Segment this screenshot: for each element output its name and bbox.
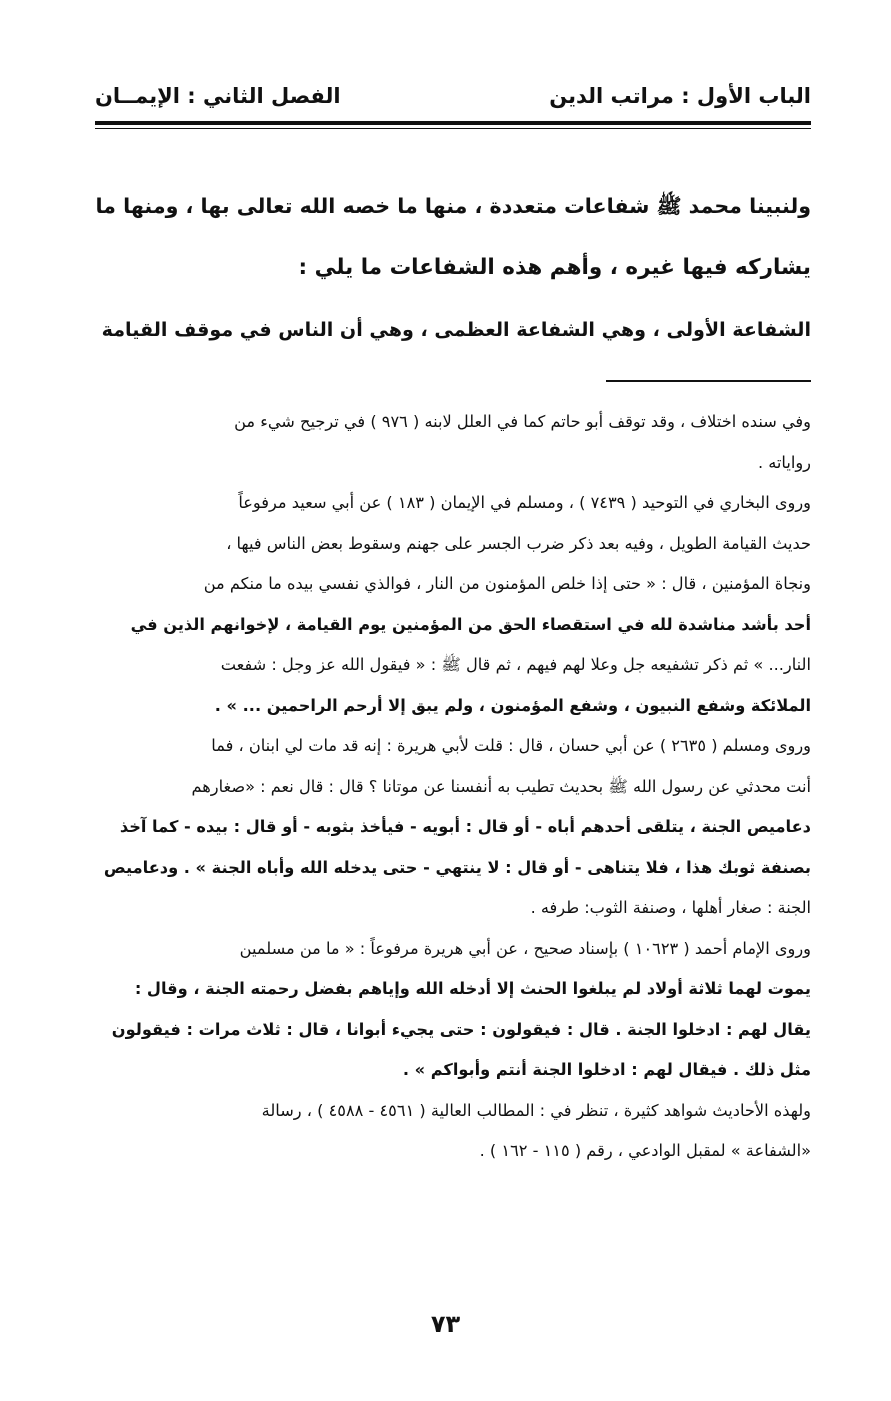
- footnote-line: مثل ذلك . فيقال لهم : ادخلوا الجنة أنتم وأبواكم » .: [402, 1060, 811, 1079]
- footnote-separator: [606, 380, 811, 382]
- footnote-line: الملائكة وشفع النبيون ، وشفع المؤمنون ، ولم يبق إلا أرحم الراحمين ... » .: [214, 695, 811, 715]
- header-rule-thick: [95, 121, 811, 125]
- main-text: [95, 175, 811, 361]
- footnote-line: النار... » ثم ذكر تشفيعه جل وعلا لهم فيهم ، ثم قال ﷺ : « فيقول الله عز وجل : شفعت: [220, 655, 811, 674]
- footnote-line: يموت لهما ثلاثة أولاد لم يبلغوا الحنث إلا أدخله الله وإياهم بفضل رحمته الجنة ، وقال :: [134, 979, 811, 998]
- footnote-line: وروى الإمام أحمد ( ١٠٦٢٣ ) بإسناد صحيح ، عن أبي هريرة مرفوعاً : « ما من مسلمين: [239, 938, 811, 958]
- footnote-line: وروى ومسلم ( ٢٦٣٥ ) عن أبي حسان ، قال : قلت لأبي هريرة : إنه قد مات لي ابنان ، فما: [211, 736, 811, 755]
- footnote-line: رواياته .: [757, 452, 811, 472]
- footnote-line: بصنفة ثوبك هذا ، فلا يتناهى - أو قال : لا ينتهي - حتى يدخله الله وأباه الجنة » . ودعاميص: [103, 857, 811, 877]
- footnote-line: يقال لهم : ادخلوا الجنة . قال : فيقولون : حتى يجيء أبوانا ، قال : ثلاث مرات : فيقولون: [111, 1019, 811, 1039]
- main-line: الشفاعة الأولى ، وهي الشفاعة العظمى ، وهي أن الناس في موقف القيامة: [101, 318, 811, 341]
- footnote-line: وفي سنده اختلاف ، وقد توقف أبو حاتم كما في العلل لابنه ( ٩٧٦ ) في ترجيح شيء من: [234, 412, 811, 431]
- page-number: ٧٣: [430, 1310, 461, 1338]
- footnote-line: الجنة : صغار أهلها ، وصنفة الثوب: طرفه .: [530, 898, 811, 917]
- footnotes: [95, 402, 811, 1172]
- main-line: يشاركه فيها غيره ، وأهم هذه الشفاعات ما يلي :: [298, 255, 811, 280]
- chapter-title: الباب الأول : مراتب الدين: [549, 84, 811, 108]
- footnote-line: ولهذه الأحاديث شواهد كثيرة ، تنظر في : المطالب العالية ( ٤٥٦١ - ٤٥٨٨ ) ، رسالة: [261, 1100, 811, 1120]
- section-title: الفصل الثاني : الإيمــان: [95, 84, 341, 108]
- footnote-line: أنت محدثي عن رسول الله ﷺ بحديث تطيب به أنفسنا عن موتانا ؟ قال : قال نعم : «صغارهم: [191, 776, 811, 796]
- footnote-line: وروى البخاري في التوحيد ( ٧٤٣٩ ) ، ومسلم في الإيمان ( ١٨٣ ) عن أبي سعيد مرفوعاً: [238, 493, 811, 512]
- header-rule-thin: [95, 128, 811, 129]
- footnote-line: أحد بأشد مناشدة لله في استقصاء الحق من المؤمنين يوم القيامة ، لإخوانهم الذين في: [130, 614, 811, 634]
- running-header: [95, 76, 811, 116]
- footnote-line: حديث القيامة الطويل ، وفيه بعد ذكر ضرب الجسر على جهنم وسقوط بعض الناس فيها ،: [226, 533, 811, 553]
- footnote-line: «الشفاعة » لمقبل الوادعي ، رقم ( ١١٥ - ١٦٢ ) .: [479, 1141, 811, 1160]
- footnote-line: دعاميص الجنة ، يتلقى أحدهم أباه - أو قال : أبويه - فيأخذ بثوبه - أو قال : بيده - كما آخذ: [119, 817, 811, 836]
- footnote-line: ونجاة المؤمنين ، قال : « حتى إذا خلص المؤمنون من النار ، فوالذي نفسي بيده ما منكم من: [203, 574, 811, 593]
- main-line: ولنبينا محمد ﷺ شفاعات متعددة ، منها ما خصه الله تعالى بها ، ومنها ما: [95, 194, 811, 218]
